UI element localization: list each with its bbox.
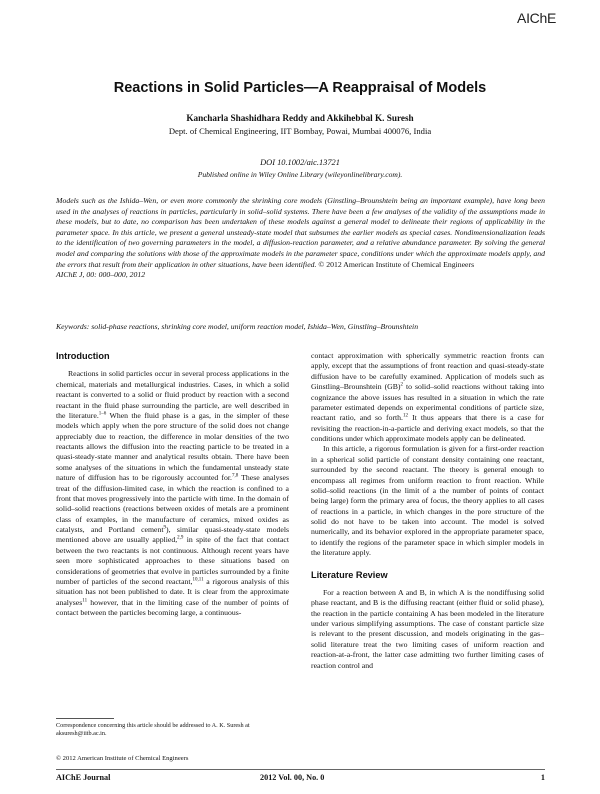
footer-rule <box>56 769 545 770</box>
affiliation: Dept. of Chemical Engineering, IIT Bombay, Powai, Mumbai 400076, India <box>168 126 432 136</box>
page-number: 1 <box>540 773 545 782</box>
correspondence-footnote: Correspondence concerning this article should be addressed to A. K. Suresh at aksuresh@iitb.ac.in. <box>56 722 250 737</box>
abstract-journal-line: AIChE J, 00: 000–000, 2012 <box>56 270 146 280</box>
journal-brand: AIChE <box>517 10 556 26</box>
author-list: Kancharla Shashidhara Reddy and Akkihebbal K. Suresh <box>186 113 414 123</box>
citation: 2,9 <box>177 535 184 541</box>
introduction-paragraph-1-continued: contact approximation with spherically symmetric reaction fronts can apply, except that the assumptions of front reaction and quasi-steady-state diffusion have to be carefully examined. Application of models such as Ginstling–Brounshtein (GB)$^2$ to solid–solid reactions without taking into cognizance the above issues has resulted in a situation in which the rate parameter estimated depends on experimental conditions of particle size, reactant ratio, and so forth.$^{12}$ It thus appears that there is a case for revisiting the reaction-in-a-particle and deriving exact models, so that the conditions under which approximate models apply can be delineated. <box>311 351 544 443</box>
citation: 12 <box>403 413 408 419</box>
abstract-copyright: © 2012 American Institute of Chemical Engineers <box>316 259 475 269</box>
right-column <box>311 351 544 671</box>
left-column <box>56 351 289 618</box>
introduction-heading: Introduction <box>56 351 110 361</box>
literature-review-paragraph-1: For a reaction between A and B, in which A is the nondiffusing solid phase reactant, and B is the diffusing reactant (either fluid or solid phase), the reaction in the particle containing A has been modeled in the literature under various simplifying assumptions. The case of constant particle size is relevant to the present discussion, and models originating in the gas–solid literature treat the two limiting cases of uniform reaction and reaction-at-a-front, the latter case admitting two further limiting cases of reaction control and <box>311 587 544 670</box>
citation: 7,8 <box>231 473 239 479</box>
footer-issue: 2012 Vol. 00, No. 0 <box>260 773 325 782</box>
citation: 2 <box>400 382 404 388</box>
citation: 9 <box>163 525 166 531</box>
copyright-notice: © 2012 American Institute of Chemical Engineers <box>56 755 189 762</box>
citation: 1–6 <box>98 411 107 417</box>
introduction-paragraph-2: In this article, a rigorous formulation is given for a first-order reaction in a spherical solid particle of constant density containing one reactant, surrounded by the second reactant. The theory is general enough to encompass all regimes from uniform reaction to front reaction. While solid–solid reactions (in the limit of a the number of points of contact being large) form the primary area of focus, the theory applies to all cases of reactions in a particle, in which changes in the pore structure of the solid do not have to be taken into account. The model is solved numerically, and its behavior explored in the appropriate parameter space, to identify the regions of the parameter space in which simpler models in the literature apply. <box>311 444 544 558</box>
literature-review-heading: Literature Review <box>311 569 388 580</box>
abstract-text: Models such as the Ishida–Wen, or even more commonly the shrinking core models (Ginstling–Brounshtein being an important example), have long been used in the analyses of reactions in particles, particularly in solid–solid systems. There have been a few analyses of the validity of the assumptions made in these models, but to date, no comparison has been undertaken of these models against a general model to delineate their regions of applicability in the parameter space. In this article, we present a general unsteady-state model that subsumes the earlier models as special cases. Nondimensionalization leads to the identification of two governing parameters in the model, a diffusion-reaction parameter, and a relative abundance parameter. By solving the general model and comparing the solutions with those of the approximate models in the parameter space, conditions under which the approximate models apply, and the errors that result from their application in other situations, have been identified. <box>56 196 545 269</box>
doi-line: DOI 10.1002/aic.13721 <box>260 158 340 167</box>
keywords: Keywords: solid-phase reactions, shrinking core model, uniform reaction model, Ishida–Wen, Ginstling–Brounshtein <box>56 322 419 331</box>
article-title: Reactions in Solid Particles—A Reappraisal of Models <box>113 80 487 96</box>
footnote-rule <box>56 718 114 719</box>
introduction-paragraph-1: Reactions in solid particles occur in several process applications in the chemical, materials and metallurgical industries. Cases, in which a solid reactant is converted to a solid or fluid product by reaction with a second reactant in the fluid phase surrounding the particle, are well described in the literature.$^{1-6}$ When the fluid phase is a gas, in the simpler of these models which apply when the pore structure of the solid does not change appreciably due to reaction, the difference in molar densities of the two reactants allows the diffusion into the reacting particle to be treated in a quasi-steady-state manner and analytical results obtain. There have been some analyses of the situations in which the fundamental unsteady state nature of diffusion has to be rigorously accounted for.$^{7,8}$ These analyses treat of the diffusion-limited case, in which the reaction is confined to a front that moves progressively into the particle with time. In the domain of solid–solid reactions (reactions between oxides of metals are a prominent class of examples, in the manufacture of ceramics, mixed oxides as catalysts, and Portland cement$^9$), similar quasi-steady-state models mentioned above are usually applied,$^{2,9}$ in spite of the fact that contact between the two reactants is not continuous. Although recent years have seen more sophisticated approaches to these situations based on considerations of geometries that evolve in particles surrounded by a finite number of particles of the second reactant,$^{10,11}$ a rigorous analysis of this situation has not been published to date. It is clear from the approximate analyses$^{11}$ however, that in the limiting case of the number of points of contact between the particles becoming large, a continuous- <box>56 369 290 617</box>
citation: 10,11 <box>192 577 204 583</box>
citation: 11 <box>82 598 88 604</box>
footer-journal: AIChE Journal <box>56 773 111 782</box>
abstract <box>56 196 545 281</box>
published-online-line: Published online in Wiley Online Library (wileyonlinelibrary.com). <box>197 170 403 179</box>
